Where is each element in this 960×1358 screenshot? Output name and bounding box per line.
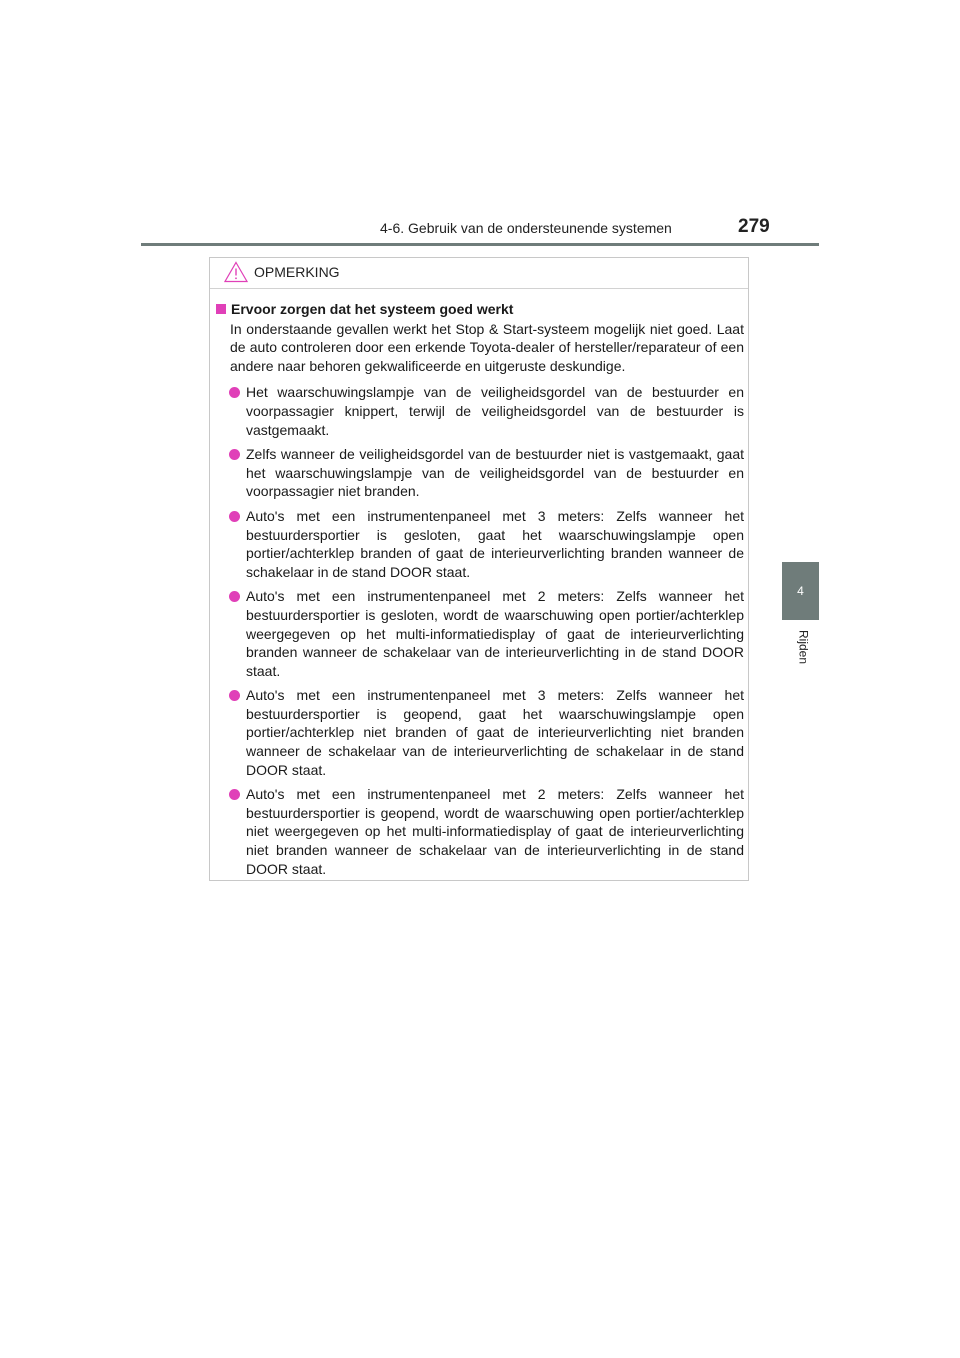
bullet-text: Auto's met een instrumentenpaneel met 3 meters: Zelfs wanneer het bestuurdersportier is geopend, gaat het waarschuwingslampje open portier/achterklep niet branden of gaat de interieurverlichting niet branden wanneer de schakelaar van de interieurverlichting de schakelaar in de stand DOOR staat. bbox=[246, 687, 744, 778]
bullet-text: Auto's met een instrumentenpaneel met 3 meters: Zelfs wanneer het bestuurdersportier is gesloten, gaat het waarschuwingslampje open portier/achterklep branden of gaat de interieurverlichting branden wanneer de schakelaar in de stand DOOR staat. bbox=[246, 507, 744, 580]
list-item bbox=[216, 587, 744, 680]
section-heading bbox=[216, 300, 744, 319]
circle-bullet-icon bbox=[229, 591, 240, 602]
circle-bullet-icon bbox=[229, 789, 240, 800]
chapter-tab bbox=[782, 562, 819, 620]
circle-bullet-icon bbox=[229, 690, 240, 701]
chapter-label: Rijden bbox=[796, 630, 811, 665]
bullet-text: Auto's met een instrumentenpaneel met 2 meters: Zelfs wanneer het bestuurdersportier is geopend, wordt de waarschuwing open portier/achterklep niet weergegeven op het multi-informatiedisplay of gaat de interieurverlichting niet branden wanneer de schakelaar van de interieurverlichting in de stand DOOR staat. bbox=[246, 786, 744, 877]
circle-bullet-icon bbox=[229, 511, 240, 522]
list-item bbox=[216, 383, 744, 439]
warning-triangle-icon bbox=[224, 261, 248, 283]
section-heading-text: Ervoor zorgen dat het systeem goed werkt bbox=[231, 301, 514, 317]
chapter-number: 4 bbox=[797, 584, 804, 598]
notice-box bbox=[209, 257, 749, 881]
list-item bbox=[216, 507, 744, 581]
list-item bbox=[216, 785, 744, 878]
bullet-list bbox=[216, 383, 744, 878]
intro-paragraph: In onderstaande gevallen werkt het Stop & Start-systeem mogelijk niet goed. Laat de auto controleren door een erkende Toyota-dealer of hersteller/reparateur of een andere naar behoren gekwalificeerde en uitgeruste deskundige. bbox=[230, 320, 744, 374]
header-divider bbox=[141, 243, 819, 246]
list-item bbox=[216, 686, 744, 779]
list-item bbox=[216, 445, 744, 501]
bullet-text: Zelfs wanneer de veiligheidsgordel van de bestuurder niet is vastgemaakt, gaat het waarschuwingslampje van de veiligheidsgordel van de bestuurder en voorpassagier niet branden. bbox=[246, 446, 744, 500]
bullet-text: Het waarschuwingslampje van de veiligheidsgordel van de bestuurder en voorpassagier knippert, terwijl de veiligheidsgordel van de bestuurder is vastgemaakt. bbox=[246, 384, 744, 438]
notice-body bbox=[216, 300, 744, 884]
page-number: 279 bbox=[738, 216, 770, 237]
section-title: 4-6. Gebruik van de ondersteunende systemen bbox=[380, 220, 672, 236]
circle-bullet-icon bbox=[229, 449, 240, 460]
bullet-text: Auto's met een instrumentenpaneel met 2 meters: Zelfs wanneer het bestuurdersportier is gesloten, wordt de waarschuwing open portier/achterklep weergegeven op het multi-informatiedisplay of gaat de interieurverlichting branden wanneer de schakelaar van de interieurverlichting in de stand DOOR staat. bbox=[246, 588, 744, 679]
notice-title: OPMERKING bbox=[254, 264, 340, 280]
circle-bullet-icon bbox=[229, 387, 240, 398]
square-bullet-icon bbox=[216, 304, 226, 314]
chapter-label-wrap bbox=[782, 630, 819, 690]
notice-header bbox=[210, 258, 748, 289]
